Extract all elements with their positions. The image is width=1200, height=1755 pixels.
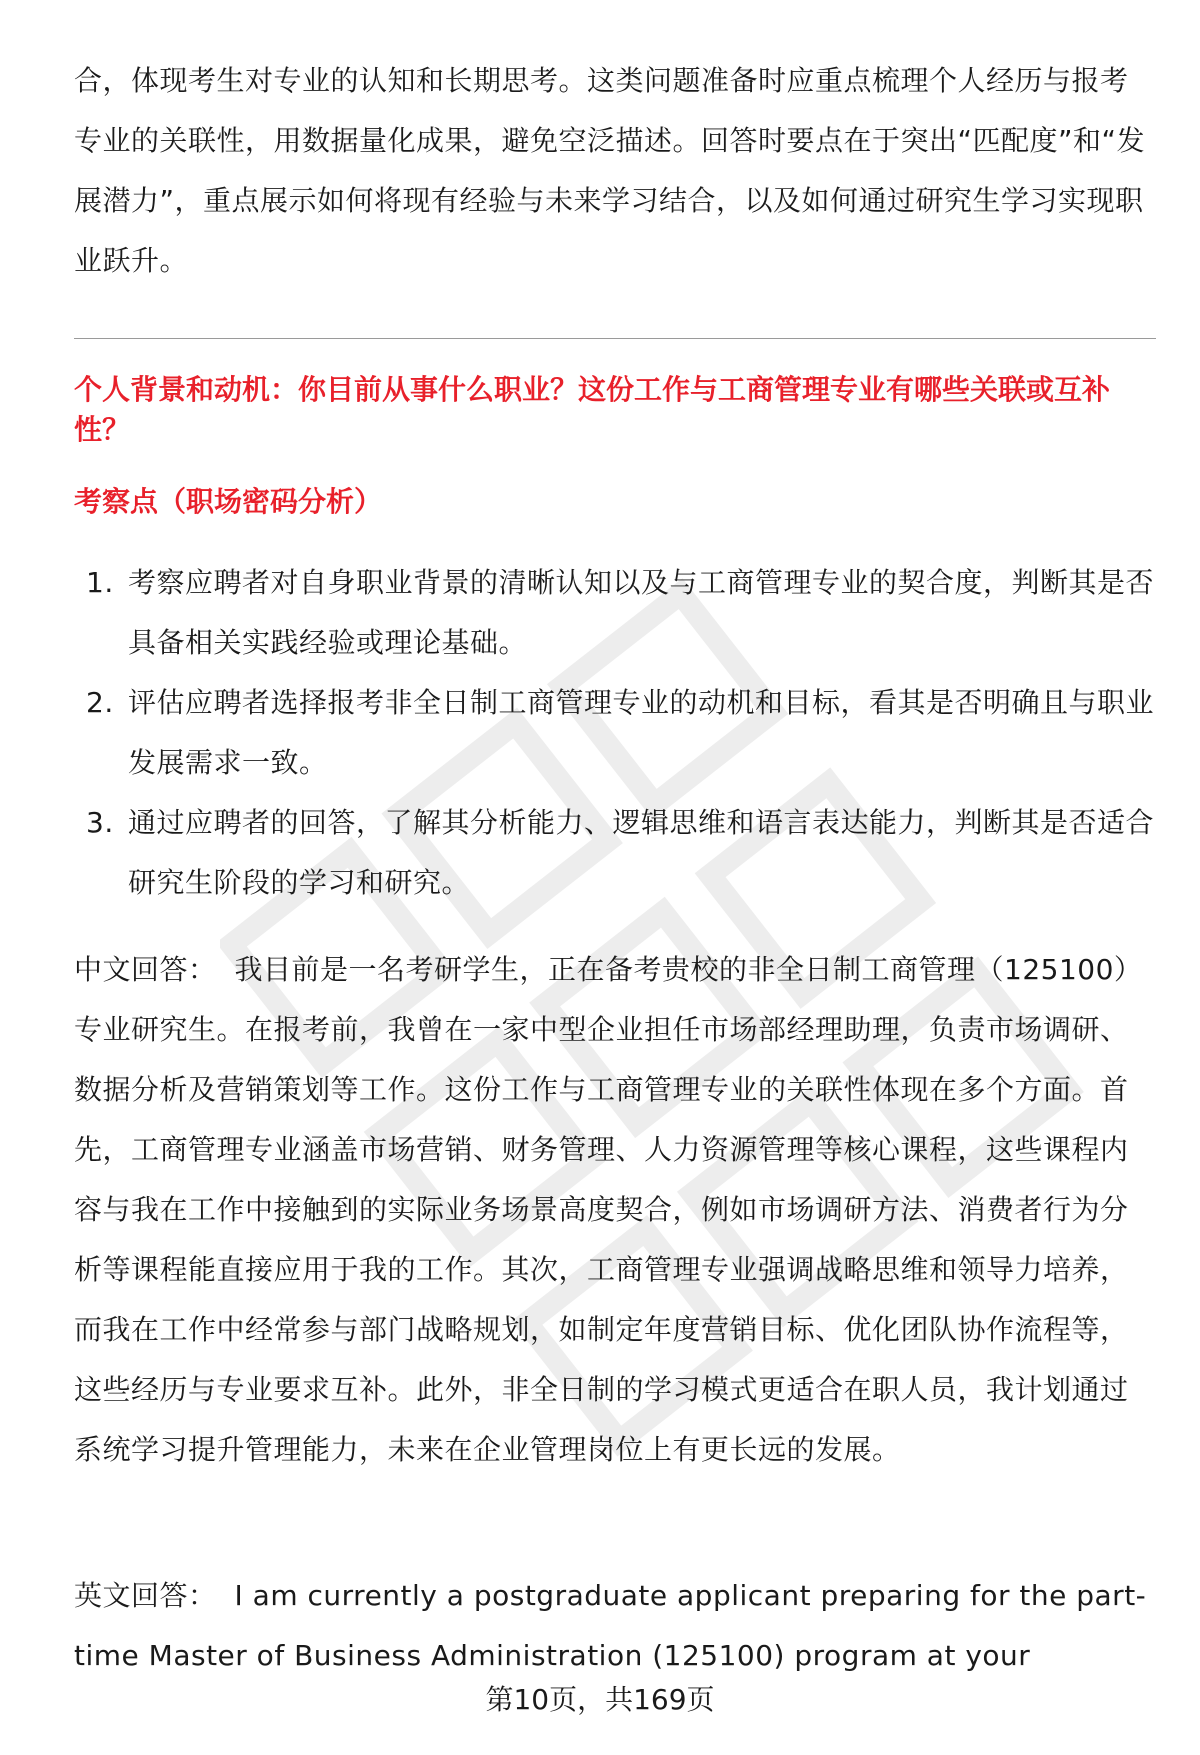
- list-item: [74, 793, 1164, 913]
- list-item-text: 通过应聘者的回答，了解其分析能力、逻辑思维和语言表达能力，判断其是否适合研究生阶段的学习和研究。: [128, 806, 1155, 899]
- intro-paragraph: 合，体现考生对专业的认知和长期思考。这类问题准备时应重点梳理个人经历与报考专业的关联性，用数据量化成果，避免空泛描述。回答时要点在于突出“匹配度”和“发展潜力”，重点展示如何将现有经验与未来学习结合，以及如何通过研究生学习实现职业跃升。: [74, 64, 1146, 277]
- page-number: 第10页，共169页: [485, 1683, 715, 1716]
- chinese-answer-text: 我目前是一名考研学生，正在备考贵校的非全日制工商管理（125100）专业研究生。在报考前，我曾在一家中型企业担任市场部经理助理，负责市场调研、数据分析及营销策划等工作。这份工作与工商管理专业的关联性体现在多个方面。首先，工商管理专业涵盖市场营销、财务管理、人力资源管理等核心课程，这些课程内容与我在工作中接触到的实际业务场景高度契合，例如市场调研方法、消费者行为分析等课程能直接应用于我的工作。其次，工商管理专业强调战略思维和领导力培养，而我在工作中经常参与部门战略规划，如制定年度营销目标、优化团队协作流程等，这些经历与专业要求互补。此外，非全日制的学习模式更适合在职人员，我计划通过系统学习提升管理能力，未来在企业管理岗位上有更长远的发展。: [74, 953, 1143, 1466]
- chinese-answer-label: 中文回答：: [74, 953, 217, 986]
- english-answer-text: I am currently a postgraduate applicant preparing for the part-time Master of Business Administration (125100) program at your: [74, 1579, 1147, 1672]
- list-item-number: 2.: [86, 686, 114, 719]
- list-item-number: 3.: [86, 806, 114, 839]
- list-item-text: 考察应聘者对自身职业背景的清晰认知以及与工商管理专业的契合度，判断其是否具备相关实践经验或理论基础。: [128, 566, 1155, 659]
- question-heading: 个人背景和动机：你目前从事什么职业？这份工作与工商管理专业有哪些关联或互补性？: [74, 373, 1111, 446]
- list-item-number: 1.: [86, 566, 114, 599]
- english-answer-label: 英文回答：: [74, 1579, 217, 1612]
- chinese-answer: [74, 940, 1154, 1480]
- list-item: [74, 553, 1164, 673]
- english-answer: [74, 1566, 1154, 1686]
- assessment-heading: 考察点（职场密码分析）: [74, 485, 383, 518]
- assessment-list: [74, 553, 1164, 913]
- section-divider: [74, 338, 1156, 339]
- list-item-text: 评估应聘者选择报考非全日制工商管理专业的动机和目标，看其是否明确且与职业发展需求一致。: [128, 686, 1155, 779]
- list-item: [74, 673, 1164, 793]
